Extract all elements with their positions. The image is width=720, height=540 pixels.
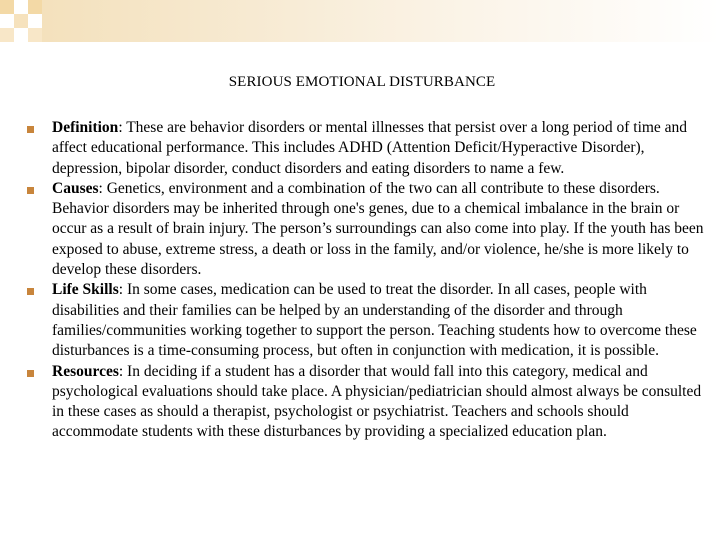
- item-text: : Genetics, environment and a combination of the two can all contribute to these disorders. Behavior disorders may be inherited through one's genes, due to a chemical imbalance in the brain or occur as a result of brain injury. The person’s surroundings can also come into play. If the youth has been exposed to abuse, extreme stress, a death or loss in the family, and/or violence, he/she is more likely to develop these disorders.: [52, 179, 704, 279]
- square-bullet-icon: [27, 187, 34, 194]
- list-item-resources: [20, 362, 710, 443]
- item-text: : In deciding if a student has a disorder that would fall into this category, medical and psychological evaluations should take place. A physician/pediatrician should almost always be consulted in these cases as should a therapist, psychologist or psychiatrist. Teachers and schools should accommodate students with these disturbances by providing a specialized education plan.: [52, 362, 702, 441]
- list-item-life-skills: [20, 280, 710, 361]
- item-term: Life Skills: [52, 281, 119, 299]
- list-item-causes: [20, 179, 710, 280]
- item-text: : In some cases, medication can be used to treat the disorder. In all cases, people with disabilities and their families can be helped by an understanding of the disorder and through families/communities working together to support the person. Teaching students how to overcome these disturbances is a time-consuming process, but often in conjunction with medication, it is possible.: [52, 281, 697, 360]
- item-term: Resources: [52, 362, 119, 380]
- list-item-definition: [20, 118, 710, 179]
- page-title: SERIOUS EMOTIONAL DISTURBANCE: [228, 74, 496, 90]
- square-bullet-icon: [27, 370, 34, 377]
- square-bullet-icon: [27, 126, 34, 133]
- item-term: Definition: [52, 119, 119, 136]
- square-bullet-icon: [27, 288, 34, 295]
- decorative-top-band: [0, 0, 720, 42]
- item-text: : These are behavior disorders or mental illnesses that persist over a long period of time and affect educational performance. This includes ADHD (Attention Deficit/Hyperactive Disorder), depression, bipolar disorder, conduct disorders and eating disorders to name a few.: [52, 119, 688, 177]
- bullet-list: [20, 118, 710, 443]
- item-term: Causes: [52, 179, 99, 197]
